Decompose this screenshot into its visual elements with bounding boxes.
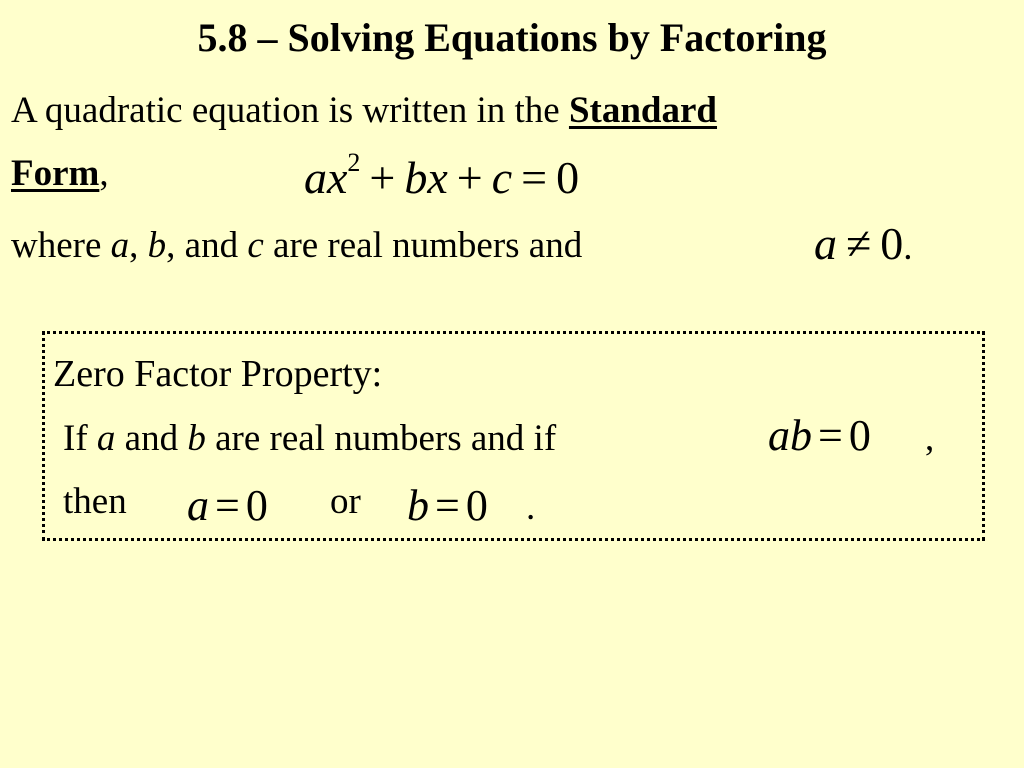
form-line bbox=[11, 152, 109, 196]
form-comma: , bbox=[99, 153, 109, 194]
plus-sign: + bbox=[369, 152, 396, 203]
form-word: Form bbox=[11, 153, 100, 194]
var-b: b bbox=[407, 481, 429, 530]
property-if-line bbox=[63, 417, 556, 461]
zero: 0 bbox=[848, 411, 871, 460]
exponent: 2 bbox=[347, 148, 361, 177]
zero: 0 bbox=[245, 481, 268, 530]
where-rest: are real numbers and bbox=[273, 225, 583, 266]
property-rest: are real numbers and if bbox=[215, 418, 557, 459]
where-word: where bbox=[11, 225, 102, 266]
period: . bbox=[903, 227, 913, 268]
intro-text: A quadratic equation is written in the bbox=[11, 90, 560, 131]
property-heading: Zero Factor Property: bbox=[53, 353, 383, 395]
term-bx: bx bbox=[404, 152, 448, 203]
zero: 0 bbox=[880, 218, 904, 269]
plus-sign: + bbox=[456, 152, 483, 203]
b-equals-zero bbox=[407, 480, 488, 532]
zero: 0 bbox=[465, 481, 488, 530]
term-c: c bbox=[491, 152, 513, 203]
var-a: a bbox=[110, 225, 130, 266]
var-a: a bbox=[814, 218, 837, 269]
if-word: If bbox=[63, 418, 88, 459]
standard-word: Standard bbox=[568, 90, 718, 131]
then-word: then bbox=[63, 481, 127, 522]
comma: , bbox=[925, 418, 935, 459]
var-b: b bbox=[147, 225, 167, 266]
term-ax: ax bbox=[304, 152, 348, 203]
where-line bbox=[11, 224, 582, 268]
var-b: b bbox=[187, 418, 206, 459]
a-equals-zero bbox=[187, 480, 268, 532]
period: . bbox=[526, 487, 536, 528]
standard-form-equation bbox=[304, 150, 579, 206]
var-a: a bbox=[96, 418, 116, 459]
and-text: , and bbox=[166, 225, 239, 266]
equals-sign: = bbox=[435, 481, 460, 530]
equals-sign: = bbox=[215, 481, 240, 530]
equals-sign: = bbox=[521, 152, 548, 203]
var-c: c bbox=[247, 225, 264, 266]
slide-title: 5.8 – Solving Equations by Factoring bbox=[197, 15, 827, 60]
nonzero-condition bbox=[814, 216, 913, 276]
intro-line bbox=[11, 89, 717, 133]
or-word: or bbox=[330, 481, 361, 522]
ab-equals-zero bbox=[768, 410, 871, 462]
and-word: and bbox=[124, 418, 179, 459]
term-ab: ab bbox=[768, 411, 812, 460]
not-equal-sign: ≠ bbox=[846, 218, 872, 269]
comma: , bbox=[129, 225, 139, 266]
var-a: a bbox=[187, 481, 209, 530]
equals-sign: = bbox=[818, 411, 843, 460]
zero: 0 bbox=[556, 152, 580, 203]
